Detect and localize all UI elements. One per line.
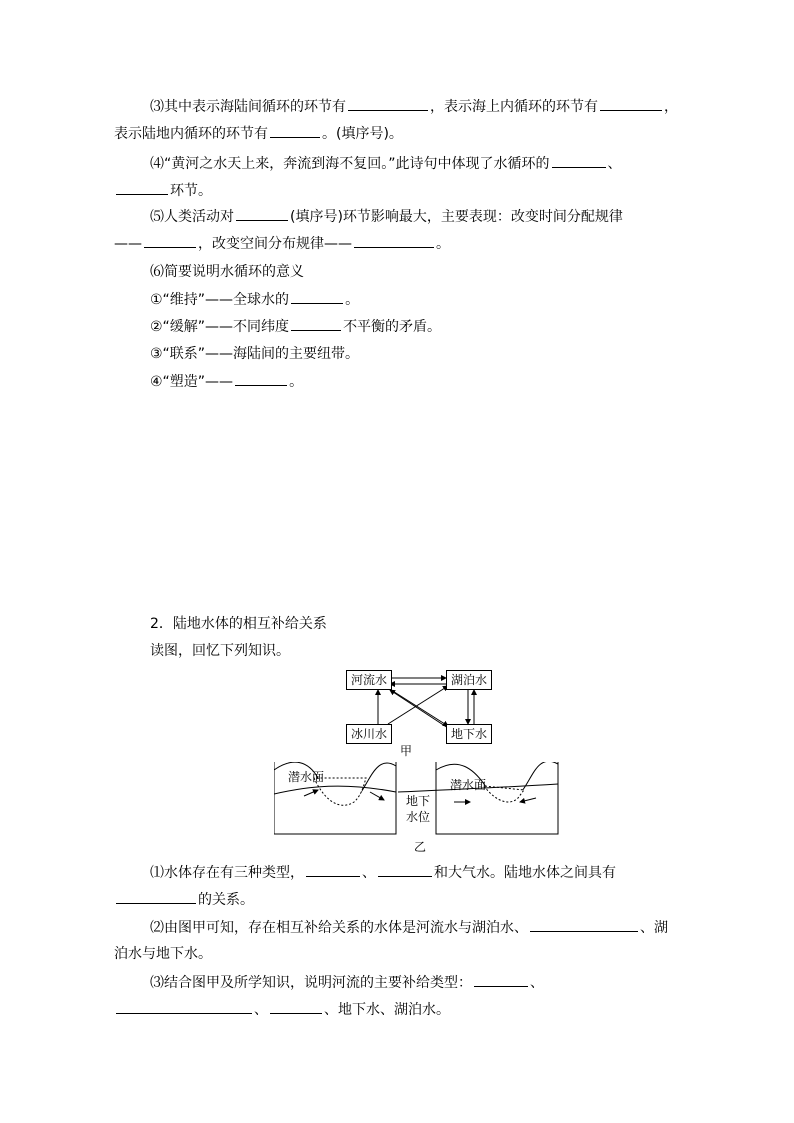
s2-q3-blank-1[interactable] <box>474 972 528 987</box>
q5-line2 <box>114 233 450 254</box>
meaning-4 <box>150 371 303 392</box>
q4-text-c: 环节。 <box>170 183 212 199</box>
s2-q2-line2: 泊水与地下水。 <box>114 946 212 962</box>
s2-q1-text-a: ⑴水体存在有三种类型， <box>150 865 304 881</box>
meaning-2 <box>150 316 441 337</box>
s2-q2-blank[interactable] <box>530 917 638 932</box>
s2-q1-blank-3[interactable] <box>116 889 196 904</box>
q3-text-d: 表示陆地内循环的环节有 <box>114 126 268 142</box>
q5-text-d: ，改变空间分布规律—— <box>198 236 352 252</box>
q4-line1 <box>150 153 622 174</box>
q5-line1 <box>150 206 623 227</box>
box-river-water: 河流水 <box>346 670 392 690</box>
caption-a: 甲 <box>400 744 413 758</box>
meaning-4-end: 。 <box>289 374 304 390</box>
s2-q1-line1 <box>150 862 616 883</box>
q5-text-a: ⑸人类活动对 <box>150 209 234 225</box>
meaning-4-text: ④“塑造”—— <box>150 374 234 390</box>
s2-q2-text-a: ⑵由图甲可知，存在相互补给关系的水体是河流水与湖泊水、 <box>150 920 528 936</box>
q3-text-c: ， <box>664 99 678 115</box>
s2-q2-line1 <box>150 917 668 938</box>
box-lake-water: 湖泊水 <box>446 670 492 690</box>
meaning-2-text: ②“缓解”——不同纬度 <box>150 319 290 335</box>
s2-q3-blank-2[interactable] <box>116 999 252 1014</box>
q3-text-b: ，表示海上内循环的环节有 <box>430 99 598 115</box>
s2-q3-line2 <box>114 999 450 1020</box>
water-table-left-label: 潜水面 <box>288 770 325 784</box>
water-table-right-label: 潜水面 <box>450 778 487 792</box>
box-ground-water: 地下水 <box>446 724 492 744</box>
q5-text-c: —— <box>114 236 142 252</box>
q4-text-a: ⑷“黄河之水天上来，奔流到海不复回。”此诗句中体现了水循环的 <box>150 156 550 172</box>
q3-blank-2[interactable] <box>600 96 662 111</box>
groundwater-level-label-2: 水位 <box>406 810 431 824</box>
diagram-a <box>270 666 560 856</box>
section2-title: 2．陆地水体的相互补给关系 <box>150 616 327 632</box>
s2-q3-text-c: 、 <box>254 1002 268 1018</box>
meaning-1-end: 。 <box>345 292 360 308</box>
meaning-2-blank[interactable] <box>291 316 341 331</box>
meaning-1-text: ①“维持”——全球水的 <box>150 292 290 308</box>
q3-blank-3[interactable] <box>270 123 320 138</box>
box-glacier-water: 冰川水 <box>346 724 392 744</box>
q3-blank-1[interactable] <box>348 96 428 111</box>
q5-blank-2[interactable] <box>144 233 196 248</box>
section2-intro: 读图，回忆下列知识。 <box>150 643 290 659</box>
s2-q1-text-c: 和大气水。陆地水体之间具有 <box>434 865 616 881</box>
meaning-4-blank[interactable] <box>235 371 287 386</box>
meaning-1-blank[interactable] <box>291 289 343 304</box>
q4-blank-1[interactable] <box>552 153 606 168</box>
s2-q1-text-b: 、 <box>362 865 376 881</box>
s2-q2-text-b: 、湖 <box>640 920 668 936</box>
q3-text-a: ⑶其中表示海陆间循环的环节有 <box>150 99 346 115</box>
s2-q3-line1 <box>150 972 544 993</box>
q4-line2 <box>114 180 212 201</box>
meaning-1 <box>150 289 359 310</box>
q4-text-b: 、 <box>607 156 622 172</box>
s2-q1-blank-1[interactable] <box>306 862 360 877</box>
meaning-2-end: 不平衡的矛盾。 <box>343 319 442 335</box>
s2-q1-text-d: 的关系。 <box>198 892 254 908</box>
groundwater-level-label-1: 地下 <box>406 794 431 808</box>
caption-b: 乙 <box>414 840 427 854</box>
s2-q1-line2 <box>114 889 254 910</box>
s2-q3-blank-3[interactable] <box>270 999 322 1014</box>
q3-text-e: 。(填序号)。 <box>322 126 403 142</box>
q5-blank-3[interactable] <box>354 233 434 248</box>
s2-q1-blank-2[interactable] <box>378 862 432 877</box>
q5-blank-1[interactable] <box>236 206 288 221</box>
q3-line2 <box>114 123 403 144</box>
meaning-3: ③“联系”——海陆间的主要纽带。 <box>150 346 360 362</box>
q5-text-b: (填序号)环节影响最大，主要表现：改变时间分配规律 <box>290 209 623 225</box>
s2-q3-text-d: 、地下水、湖泊水。 <box>324 1002 450 1018</box>
q3-line1 <box>150 96 678 117</box>
q5-text-e: 。 <box>436 236 450 252</box>
s2-q3-text-b: 、 <box>530 975 544 991</box>
s2-q3-text-a: ⑶结合图甲及所学知识，说明河流的主要补给类型： <box>150 975 472 991</box>
q4-blank-2[interactable] <box>116 180 168 195</box>
q6-title: ⑹简要说明水循环的意义 <box>150 264 304 280</box>
